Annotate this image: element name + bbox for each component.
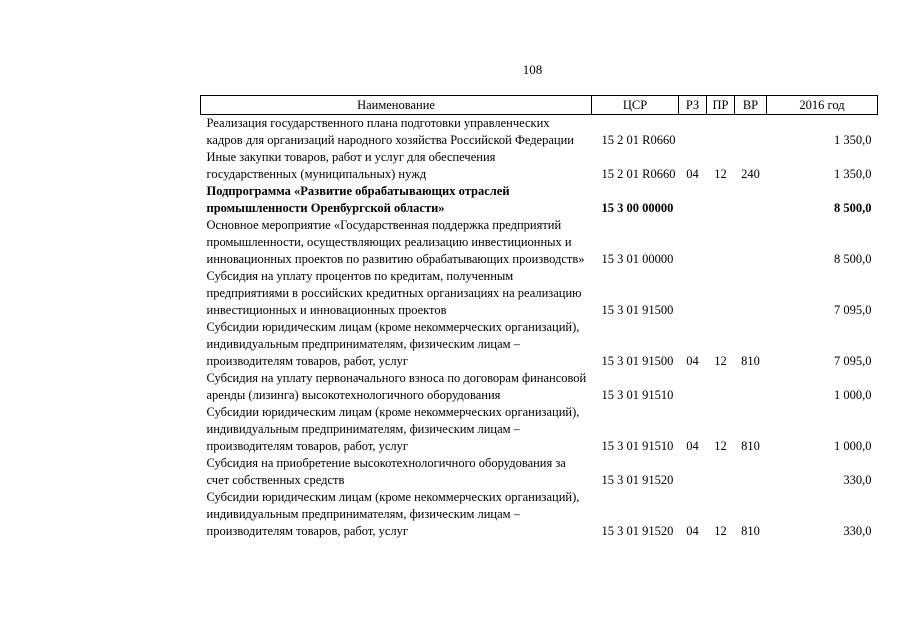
row-pr	[707, 115, 735, 150]
row-vr	[735, 183, 767, 217]
table-row	[201, 115, 878, 150]
row-name: Реализация государственного плана подготовки управленческих кадров для организаций народного хозяйства Российской Федерации	[206, 116, 574, 147]
row-vr	[735, 455, 767, 489]
column-header-name: Наименование	[201, 96, 592, 115]
table-row	[201, 370, 878, 404]
table-row	[201, 149, 878, 183]
table-row-subprogram	[201, 183, 878, 217]
table-header-row	[201, 96, 878, 115]
row-csr: 15 3 01 00000	[601, 252, 674, 266]
row-pr: 12	[714, 524, 727, 538]
row-pr	[707, 455, 735, 489]
row-vr	[735, 115, 767, 150]
row-sum: 7 095,0	[834, 303, 872, 317]
column-header-csr: ЦСР	[592, 96, 679, 115]
row-pr: 12	[714, 439, 727, 453]
row-csr: 15 3 01 91500	[601, 303, 674, 317]
row-sum: 330,0	[843, 473, 872, 487]
row-pr: 12	[714, 167, 727, 181]
row-name: Субсидии юридическим лицам (кроме некоммерческих организаций), индивидуальным предпринимателям, физическим лицам – производителям товаров, работ, услуг	[206, 320, 580, 368]
row-sum: 1 000,0	[834, 439, 872, 453]
row-sum: 7 095,0	[834, 354, 872, 368]
page-number: 108	[522, 62, 543, 77]
row-name: Субсидия на уплату процентов по кредитам, полученным предприятиями в российских кредитных организациях на реализацию инвестиционных и инновационных проектов	[206, 269, 582, 317]
row-csr: 15 3 01 91520	[601, 473, 674, 487]
row-sum: 330,0	[843, 524, 872, 538]
table-row	[201, 268, 878, 319]
row-csr: 15 3 01 91510	[601, 439, 674, 453]
table-row	[201, 217, 878, 268]
row-csr: 15 2 01 R0660	[601, 167, 676, 181]
budget-table	[200, 95, 878, 540]
row-vr	[735, 370, 767, 404]
row-name: Субсидии юридическим лицам (кроме некоммерческих организаций), индивидуальным предпринимателям, физическим лицам – производителям товаров, работ, услуг	[206, 490, 580, 538]
row-name: Субсидия на приобретение высокотехнологичного оборудования за счет собственных средств	[206, 456, 566, 487]
table-row	[201, 404, 878, 455]
row-name: Основное мероприятие «Государственная поддержка предприятий промышленности, осуществляющих реализацию инвестиционных и инновационных проектов по развитию обрабатывающих производств»	[206, 218, 585, 266]
row-rz	[679, 115, 707, 150]
row-sum: 1 350,0	[834, 167, 872, 181]
row-sum: 1 350,0	[834, 133, 872, 147]
row-rz	[679, 268, 707, 319]
row-name: Иные закупки товаров, работ и услуг для обеспечения государственных (муниципальных) нужд	[206, 150, 496, 181]
table-row	[201, 489, 878, 540]
row-csr: 15 3 01 91520	[601, 524, 674, 538]
row-csr: 15 3 01 91500	[601, 354, 674, 368]
row-rz: 04	[686, 167, 699, 181]
row-rz	[679, 455, 707, 489]
row-name: Субсидия на уплату первоначального взноса по договорам финансовой аренды (лизинга) высокотехнологичного оборудования	[206, 371, 587, 402]
column-header-year: 2016 год	[767, 96, 878, 115]
row-rz: 04	[686, 354, 699, 368]
column-header-rz: РЗ	[679, 96, 707, 115]
row-vr: 810	[741, 524, 760, 538]
row-rz	[679, 370, 707, 404]
row-rz: 04	[686, 524, 699, 538]
row-csr: 15 2 01 R0660	[601, 133, 676, 147]
column-header-vr: ВР	[735, 96, 767, 115]
row-vr: 240	[741, 167, 760, 181]
row-pr	[707, 370, 735, 404]
row-pr	[707, 183, 735, 217]
row-pr: 12	[714, 354, 727, 368]
row-vr: 810	[741, 439, 760, 453]
table-row	[201, 455, 878, 489]
row-pr	[707, 217, 735, 268]
row-pr	[707, 268, 735, 319]
row-rz	[679, 217, 707, 268]
row-sum: 8 500,0	[834, 252, 872, 266]
row-sum: 8 500,0	[834, 201, 872, 215]
row-vr	[735, 217, 767, 268]
row-vr: 810	[741, 354, 760, 368]
row-csr: 15 3 01 91510	[601, 388, 674, 402]
table-row	[201, 319, 878, 370]
row-name: Подпрограмма «Развитие обрабатывающих отраслей промышленности Оренбургской области»	[206, 184, 510, 215]
row-vr	[735, 268, 767, 319]
row-rz: 04	[686, 439, 699, 453]
row-sum: 1 000,0	[834, 388, 872, 402]
row-rz	[679, 183, 707, 217]
column-header-pr: ПР	[707, 96, 735, 115]
row-csr: 15 3 00 00000	[601, 201, 674, 215]
row-name: Субсидии юридическим лицам (кроме некоммерческих организаций), индивидуальным предпринимателям, физическим лицам – производителям товаров, работ, услуг	[206, 405, 580, 453]
